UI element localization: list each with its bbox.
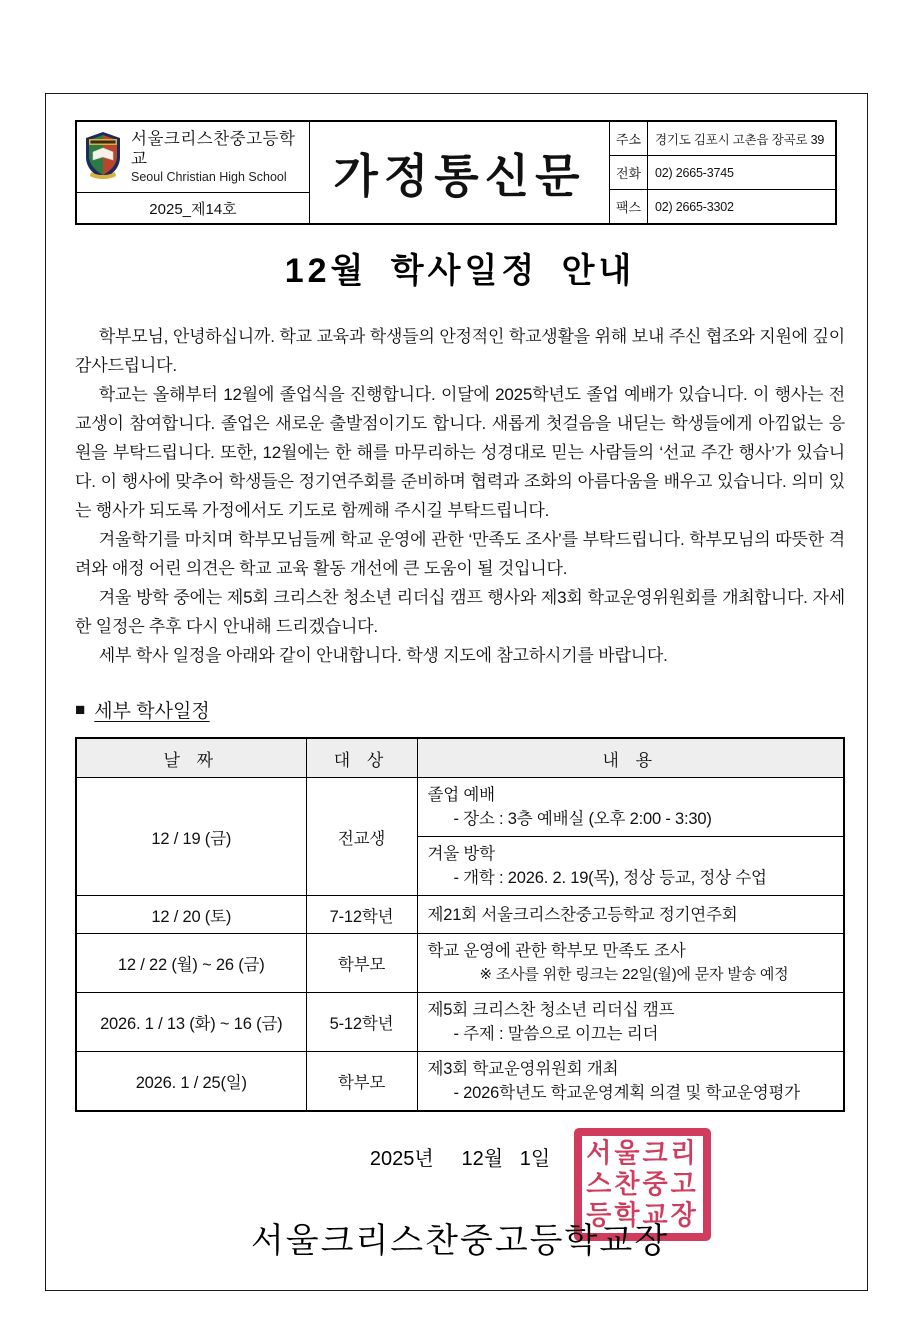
event-title: 졸업 예배 — [427, 786, 495, 804]
newsletter-title: 가정통신문 — [310, 122, 610, 223]
event-note: ※ 조사를 위한 링크는 22일(월)에 문자 발송 예정 — [479, 966, 789, 983]
event-title: 제21회 서울크리스찬중고등학교 정기연주회 — [427, 905, 738, 924]
col-header-target: 대 상 — [306, 738, 417, 778]
contact-phone-row — [610, 156, 835, 190]
row2-target: 7-12학년 — [306, 896, 417, 934]
row3-content — [417, 934, 844, 993]
event-title: 제3회 학교운영위원회 개최 — [427, 1060, 619, 1078]
paragraph-5: 세부 학사 일정을 아래와 같이 안내합니다. 학생 지도에 참고하시기를 바랍니다. — [98, 646, 668, 665]
table-row — [76, 778, 844, 837]
paragraph-3: 겨울학기를 마치며 학부모님들께 학교 운영에 관한 ‘만족도 조사’를 부탁드립니다. 학부모님의 따뜻한 격려와 애정 어린 의견은 학교 교육 활동 개선에 큰 도움이 될 것입니다. — [75, 530, 845, 578]
table-row — [76, 1052, 844, 1112]
event-title: 제5회 크리스찬 청소년 리더십 캠프 — [427, 1001, 675, 1019]
row1-content-1 — [417, 778, 844, 837]
contact-address-row — [610, 122, 835, 156]
school-identity — [77, 122, 309, 193]
school-names — [131, 129, 303, 186]
seal-text-line: 스찬중고 — [586, 1168, 699, 1200]
school-name-english: Seoul Christian High School — [131, 169, 287, 184]
section-heading-text: 세부 학사일정 — [94, 701, 210, 722]
issue-date: 2025년 12월 1일 — [369, 1148, 551, 1170]
paragraph-1: 학부모님, 안녕하십니까. 학교 교육과 학생들의 안정적인 학교생활을 위해 보내 주신 협조와 지원에 깊이 감사드립니다. — [75, 327, 845, 375]
seal-text-line: 서울크리 — [586, 1137, 699, 1169]
event-detail: - 주제 : 말씀으로 이끄는 리더 — [453, 1025, 659, 1043]
event-detail: - 장소 : 3층 예배실 (오후 2:00 - 3:30) — [453, 810, 712, 828]
phone-value: 02) 2665-3745 — [655, 165, 734, 180]
row4-date: 2026. 1 / 13 (화) ~ 16 (금) — [76, 993, 306, 1052]
event-title: 겨울 방학 — [427, 845, 495, 863]
phone-label: 전화 — [610, 156, 648, 189]
row2-date: 12 / 20 (토) — [76, 896, 306, 934]
greeting-text — [75, 322, 845, 670]
table-row — [76, 993, 844, 1052]
table-row — [76, 896, 844, 934]
row1-target: 전교생 — [306, 778, 417, 896]
table-header-row — [76, 738, 844, 778]
paragraph-4: 겨울 방학 중에는 제5회 크리스찬 청소년 리더십 캠프 행사와 제3회 학교운영위원회를 개최합니다. 자세한 일정은 추후 다시 안내해 드리겠습니다. — [75, 588, 845, 636]
address-label: 주소 — [610, 122, 648, 155]
address-value: 경기도 김포시 고촌읍 장곡로 39 — [655, 132, 825, 147]
table-row — [76, 934, 844, 993]
school-crest-icon — [83, 130, 123, 185]
row5-target: 학부모 — [306, 1052, 417, 1112]
event-detail: - 2026학년도 학교운영계획 의결 및 학교운영평가 — [453, 1084, 800, 1102]
issue-number: 2025_제14호 — [149, 200, 237, 218]
document-body — [75, 243, 845, 1262]
fax-label: 팩스 — [610, 190, 648, 223]
col-header-content: 내 용 — [417, 738, 844, 778]
row3-date: 12 / 22 (월) ~ 26 (금) — [76, 934, 306, 993]
fax-value: 02) 2665-3302 — [655, 199, 734, 214]
row2-content — [417, 896, 844, 934]
seal-text-line: 등학교장 — [586, 1199, 699, 1231]
row3-target: 학부모 — [306, 934, 417, 993]
page-title: 12월 학사일정 안내 — [284, 252, 636, 290]
masthead — [75, 120, 837, 225]
square-bullet-icon: ■ — [75, 699, 86, 719]
schedule-table — [75, 737, 845, 1112]
row4-content — [417, 993, 844, 1052]
paragraph-2: 학교는 올해부터 12월에 졸업식을 진행합니다. 이달에 2025학년도 졸업 예배가 있습니다. 이 행사는 전교생이 참여합니다. 졸업은 새로운 출발점이기도 합니다. 새롭게 첫걸음을 내딛는 학생들에게 아낌없는 응원을 부탁드립니다. 또한, 12월에는 한 해를 마무리하는 성경대로 믿는 사람들의 ‘선교 주간 행사’가 있습니다. 이 행사에 맞추어 학생들은 정기연주회를 준비하며 협력과 조화의 아름다움을 배우고 있습니다. 의미 있는 행사가 되도록 가정에서도 기도로 함께해 주시길 부탁드립니다. — [75, 385, 845, 520]
row5-date: 2026. 1 / 25(일) — [76, 1052, 306, 1112]
section-heading — [75, 696, 845, 723]
col-header-date: 날 짜 — [76, 738, 306, 778]
row1-date: 12 / 19 (금) — [76, 778, 306, 896]
event-title: 학교 운영에 관한 학부모 만족도 조사 — [427, 942, 686, 960]
contact-fax-row — [610, 190, 835, 223]
principal-signature: 서울크리스찬중고등학교장 — [250, 1222, 670, 1260]
row1-content-2 — [417, 837, 844, 896]
school-name-korean: 서울크리스찬중고등학교 — [131, 129, 296, 169]
row4-target: 5-12학년 — [306, 993, 417, 1052]
contact-info — [610, 122, 835, 223]
masthead-left — [77, 122, 310, 223]
row5-content — [417, 1052, 844, 1112]
event-detail: - 개학 : 2026. 2. 19(목), 정상 등교, 정상 수업 — [453, 869, 767, 887]
